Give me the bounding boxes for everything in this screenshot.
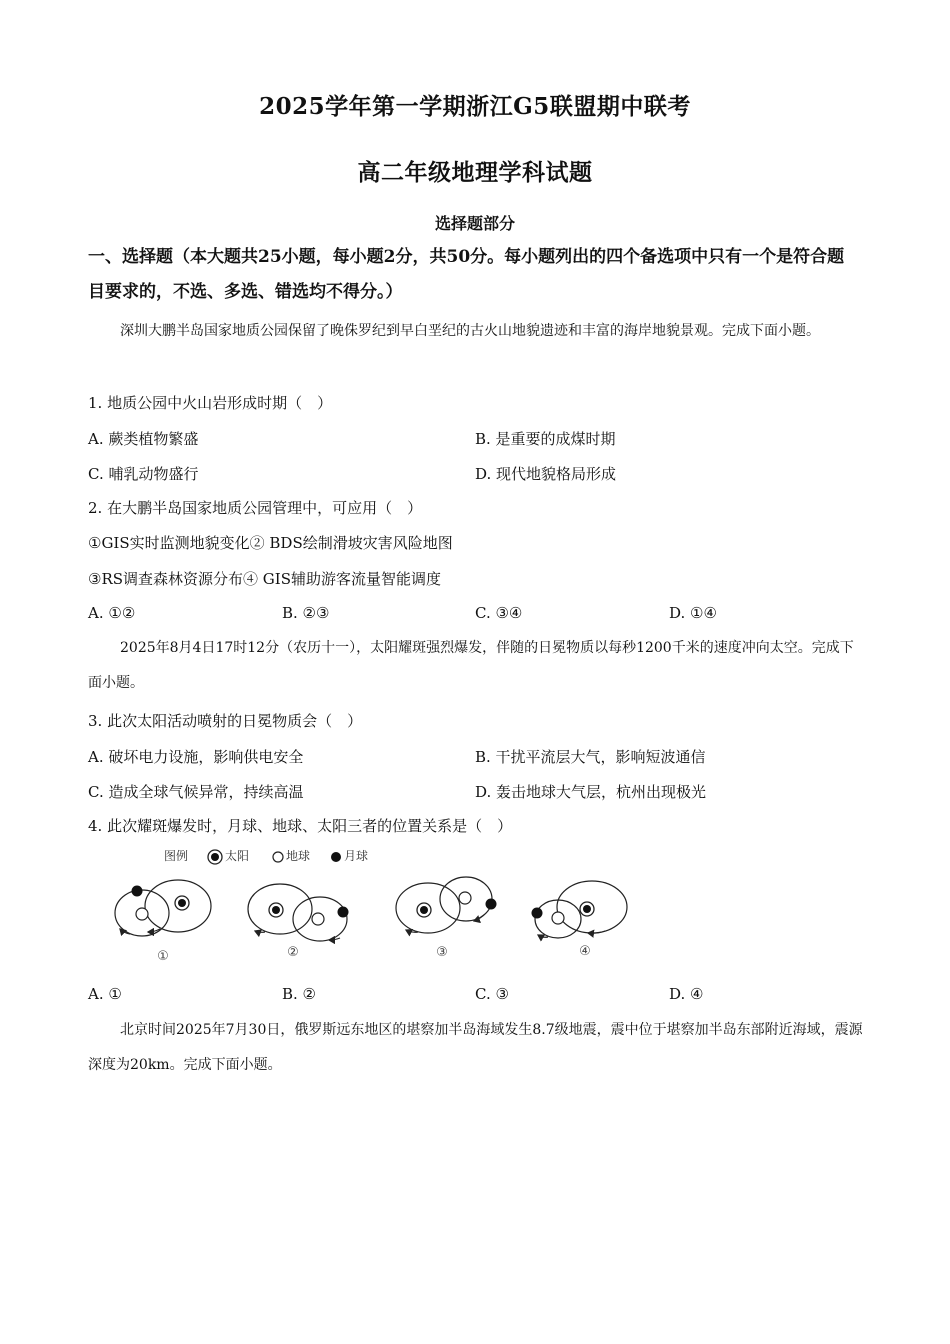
- passage-dapeng: 深圳大鹏半岛国家地质公园保留了晚侏罗纪到早白垩纪的古火山地貌遗迹和丰富的海岸地貌景观。完成下面小题。: [120, 323, 820, 339]
- question-3-stem: 3. 此次太阳活动喷射的日冕物质会（ ）: [88, 712, 363, 730]
- legend-earth-label: 地球: [286, 849, 311, 863]
- figure-4-earth-icon: [552, 912, 564, 924]
- legend-moon-label: 月球: [344, 849, 369, 863]
- figure-1-label: ①: [157, 949, 169, 964]
- question-2-items-3-4: ③RS调查森林资源分布④ GIS辅助游客流量智能调度: [88, 570, 441, 588]
- legend-earth-icon: [273, 852, 283, 862]
- passage-kamchatka-earthquake: 北京时间2025年7月30日，俄罗斯远东地区的堪察加半岛海域发生8.7级地震，震中位于堪察加半岛东部附近海域，震源深度为20km。完成下面小题。: [88, 1022, 863, 1073]
- exam-title: 2025学年第一学期浙江G5联盟期中联考: [259, 93, 691, 120]
- figure-2-label: ②: [287, 945, 299, 960]
- figure-3-earth-icon: [459, 892, 471, 904]
- question-4-option-c[interactable]: C. ③: [475, 985, 509, 1003]
- question-1-option-c[interactable]: C. 哺乳动物盛行: [88, 465, 199, 483]
- figure-2-earth-icon: [312, 913, 324, 925]
- question-2-stem: 2. 在大鹏半岛国家地质公园管理中，可应用（ ）: [88, 499, 423, 517]
- figure-4-label: ④: [579, 944, 591, 959]
- question-3-option-c[interactable]: C. 造成全球气候异常，持续高温: [88, 783, 304, 801]
- figure-3-label: ③: [436, 945, 448, 960]
- diagram-legend: [164, 848, 368, 864]
- question-1-option-d[interactable]: D. 现代地貌格局形成: [475, 465, 617, 483]
- question-1-option-b[interactable]: B. 是重要的成煤时期: [475, 430, 616, 448]
- question-2-items-1-2: ①GIS实时监测地貌变化② BDS绘制滑坡灾害风险地图: [88, 534, 453, 552]
- figure-4: [532, 881, 628, 959]
- question-3-option-b[interactable]: B. 干扰平流层大气，影响短波通信: [475, 748, 706, 766]
- question-4-option-b[interactable]: B. ②: [282, 985, 317, 1003]
- sun-earth-moon-diagram: [100, 843, 640, 968]
- legend-moon-icon: [331, 852, 341, 862]
- question-1-option-a[interactable]: A. 蕨类植物繁盛: [88, 430, 199, 448]
- figure-4-moon-icon: [532, 908, 543, 919]
- figure-3: [396, 877, 497, 960]
- exam-subtitle: 高二年级地理学科试题: [357, 159, 593, 186]
- question-2-option-a[interactable]: A. ①②: [88, 604, 136, 622]
- question-1-stem: 1. 地质公园中火山岩形成时期（ ）: [88, 394, 333, 412]
- legend-title: 图例: [164, 849, 189, 863]
- figure-3-moon-icon: [486, 899, 497, 910]
- legend-sun-label: 太阳: [225, 849, 250, 863]
- legend-sun-icon: [208, 850, 222, 864]
- question-2-option-c[interactable]: C. ③④: [475, 604, 523, 622]
- passage-solar-flare: 2025年8月4日17时12分（农历十一），太阳耀斑强烈爆发，伴随的日冕物质以每秒1200千米的速度冲向太空。完成下面小题。: [88, 640, 854, 691]
- figure-1: [115, 880, 211, 964]
- question-2-option-d[interactable]: D. ①④: [669, 604, 717, 622]
- question-3-option-a[interactable]: A. 破坏电力设施，影响供电安全: [88, 748, 304, 766]
- question-4-option-a[interactable]: A. ①: [88, 985, 122, 1003]
- figure-1-earth-icon: [136, 908, 148, 920]
- question-3-option-d[interactable]: D. 轰击地球大气层，杭州出现极光: [475, 783, 707, 801]
- figure-2-moon-icon: [338, 907, 349, 918]
- figure-1-moon-icon: [132, 886, 143, 897]
- part-heading: 选择题部分: [434, 214, 515, 233]
- section-heading: 一、选择题（本大题共25小题，每小题2分，共50分。每小题列出的四个备选项中只有一个是符合题目要求的，不选、多选、错选均不得分。）: [88, 247, 845, 302]
- figure-2: [248, 884, 349, 960]
- question-4-option-d[interactable]: D. ④: [669, 985, 704, 1003]
- question-4-stem: 4. 此次耀斑爆发时，月球、地球、太阳三者的位置关系是（ ）: [88, 817, 513, 835]
- question-2-option-b[interactable]: B. ②③: [282, 604, 330, 622]
